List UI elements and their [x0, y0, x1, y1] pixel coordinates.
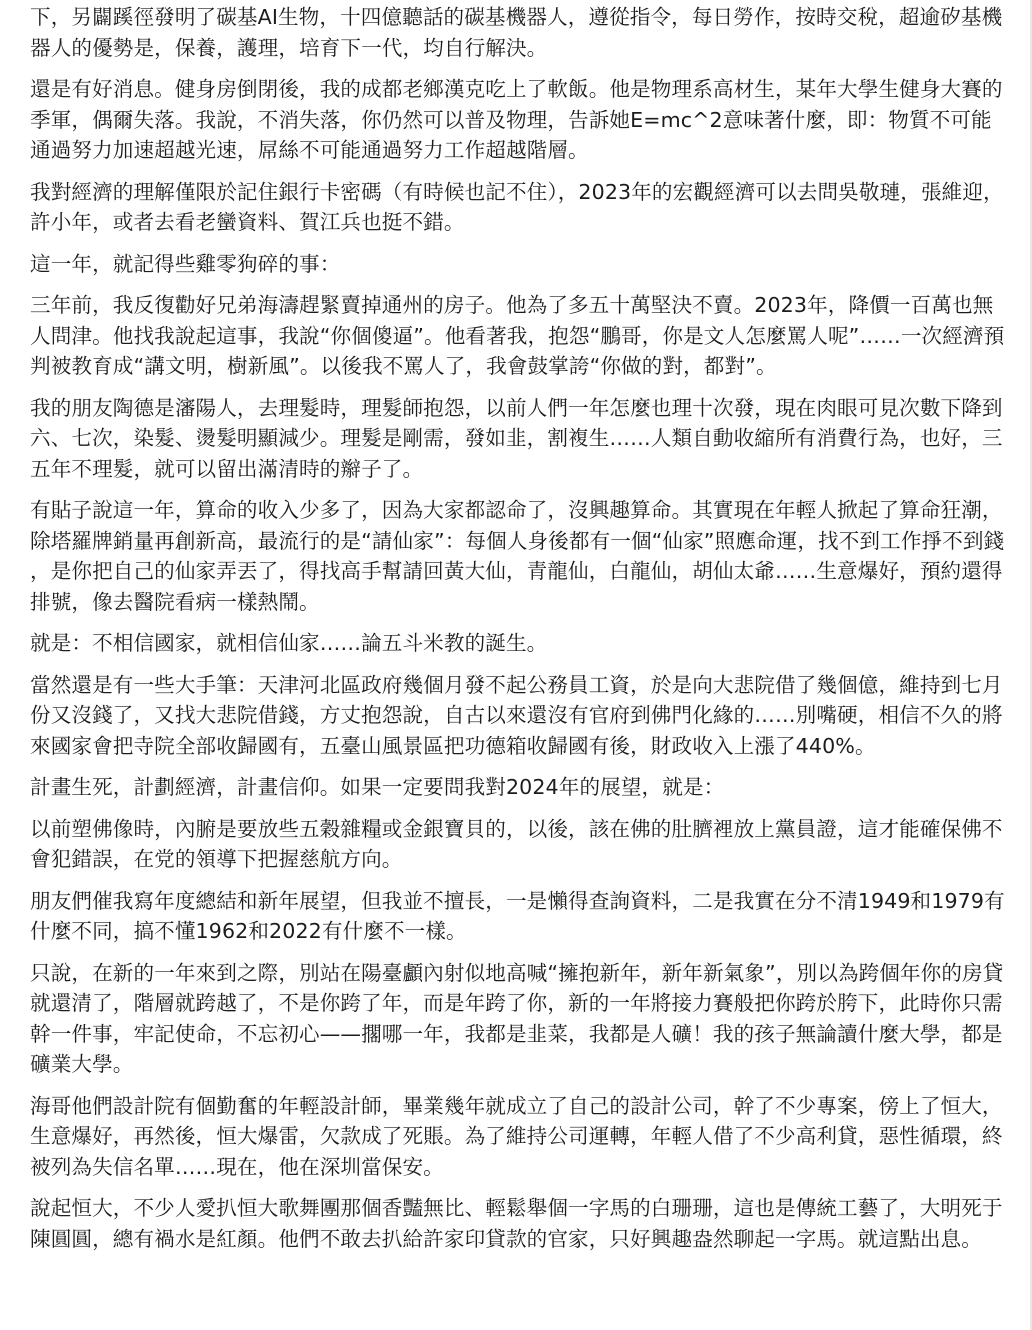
paragraph-9: 當然還是有一些大手筆：天津河北區政府幾個月發不起公務員工資，於是向大悲院借了幾個億，維持到七月份又沒錢了，又找大悲院借錢，方丈抱怨說，自古以來還沒有官府到佛門化緣的……別嘴硬，相信不久的將來國家會把寺院全部收歸國有，五臺山風景區把功德箱收歸國有後，財政收入上漲了440%。 — [30, 672, 1003, 758]
paragraph-2: 還是有好消息。健身房倒閉後，我的成都老鄉漢克吃上了軟飯。他是物理系高材生，某年大學生健身大賽的季軍，偶爾失落。我說，不消失落，你仍然可以普及物理，告訴她E=mc^2意味著什麼，即：物質不可能通過努力加速超越光速，屌絲不可能通過努力工作超越階層。 — [30, 77, 1003, 162]
paragraph-6: 我的朋友陶德是瀋陽人，去理髮時，理髮師抱怨，以前人們一年怎麼也理十次發，現在肉眼可見次數下降到六、七次，染髮、燙髮明顯減少。理髮是剛需，發如韭，割複生……人類自動收縮所有消費行為，也好，三五年不理髮，就可以留出滿清時的辮子了。 — [30, 395, 1003, 481]
paragraph-15: 說起恒大，不少人愛扒恒大歌舞團那個香豔無比、輕鬆舉個一字馬的白珊珊，這也是傳統工藝了，大明死于陳圓圓，總有禍水是紅顏。他們不敢去扒給許家印貸款的官家，只好興趣盎然聊起一字馬。就這點出息。 — [30, 1196, 1003, 1251]
paragraph-7: 有貼子說這一年，算命的收入少多了，因為大家都認命了，沒興趣算命。其實現在年輕人掀起了算命狂潮，除塔羅牌銷量再創新高，最流行的是“請仙家”：每個人身後都有一個“仙家”照應命運，找不到工作掙不到錢，是你把自己的仙家弄丟了，得找高手幫請回黃大仙，青龍仙，白龍仙，胡仙太爺……生意爆好，預約還得排號，像去醫院看病一樣熱鬧。 — [30, 498, 1005, 614]
paragraph-13: 只說，在新的一年來到之際，別站在陽臺顱內射似地高喊“擁抱新年，新年新氣象”，別以為跨個年你的房貸就還清了，階層就跨越了，不是你跨了年，而是年跨了你，新的一年將接力賽般把你跨於胯下，此時你只需幹一件事，牢記使命，不忘初心——擱哪一年，我都是韭菜，我都是人礦！我的孩子無論讀什麼大學，都是礦業大學。 — [30, 960, 1004, 1076]
paragraph-5: 三年前，我反復勸好兄弟海濤趕緊賣掉通州的房子。他為了多五十萬堅決不賣。2023年，降價一百萬也無人問津。他找我說起這事，我說“你個傻逼”。他看著我，抱怨“鵬哥，你是文人怎麼罵人呢”……一次經濟預判被教育成“講文明，樹新風”。以後我不罵人了，我會鼓掌誇“你做的對，都對”。 — [30, 293, 1005, 378]
paragraph-3: 我對經濟的理解僅限於記住銀行卡密碼（有時候也記不住），2023年的宏觀經濟可以去問吳敬璉，張維迎，許小年，或者去看老蠻資料、賀江兵也挺不錯。 — [30, 179, 1004, 234]
paragraph-4: 這一年，就記得些雞零狗碎的事： — [30, 251, 341, 276]
post-body — [30, 0, 1005, 1265]
paragraph-11: 以前塑佛像時，內腑是要放些五穀雜糧或金銀寶貝的，以後，該在佛的肚臍裡放上黨員證，這才能確保佛不會犯錯誤，在党的領導下把握慈航方向。 — [30, 816, 1003, 871]
paragraph-8: 就是：不相信國家，就相信仙家……論五斗米教的誕生。 — [30, 631, 548, 655]
paragraph-12: 朋友們催我寫年度總結和新年展望，但我並不擅長，一是懶得查詢資料，二是我實在分不清1949和1979有什麼不同，搞不懂1962和2022有什麼不一樣。 — [30, 888, 1005, 943]
paragraph-14: 海哥他們設計院有個勤奮的年輕設計師，畢業幾年就成立了自己的設計公司，幹了不少專案，傍上了恒大，生意爆好，再然後，恒大爆雷，欠款成了死賬。為了維持公司運轉，年輕人借了不少高利貸，惡性循環，終被列為失信名單……現在，他在深圳當保安。 — [30, 1093, 1003, 1179]
paragraph-10: 計畫生死，計劃經濟，計畫信仰。如果一定要問我對2024年的展望，就是： — [30, 775, 725, 799]
paragraph-1: 下，另闢蹊徑發明了碳基AI生物，十四億聽話的碳基機器人，遵從指令，每日勞作，按時交稅，超逾矽基機器人的優勢是，保養，護理，培育下一代，均自行解決。 — [30, 5, 1003, 60]
